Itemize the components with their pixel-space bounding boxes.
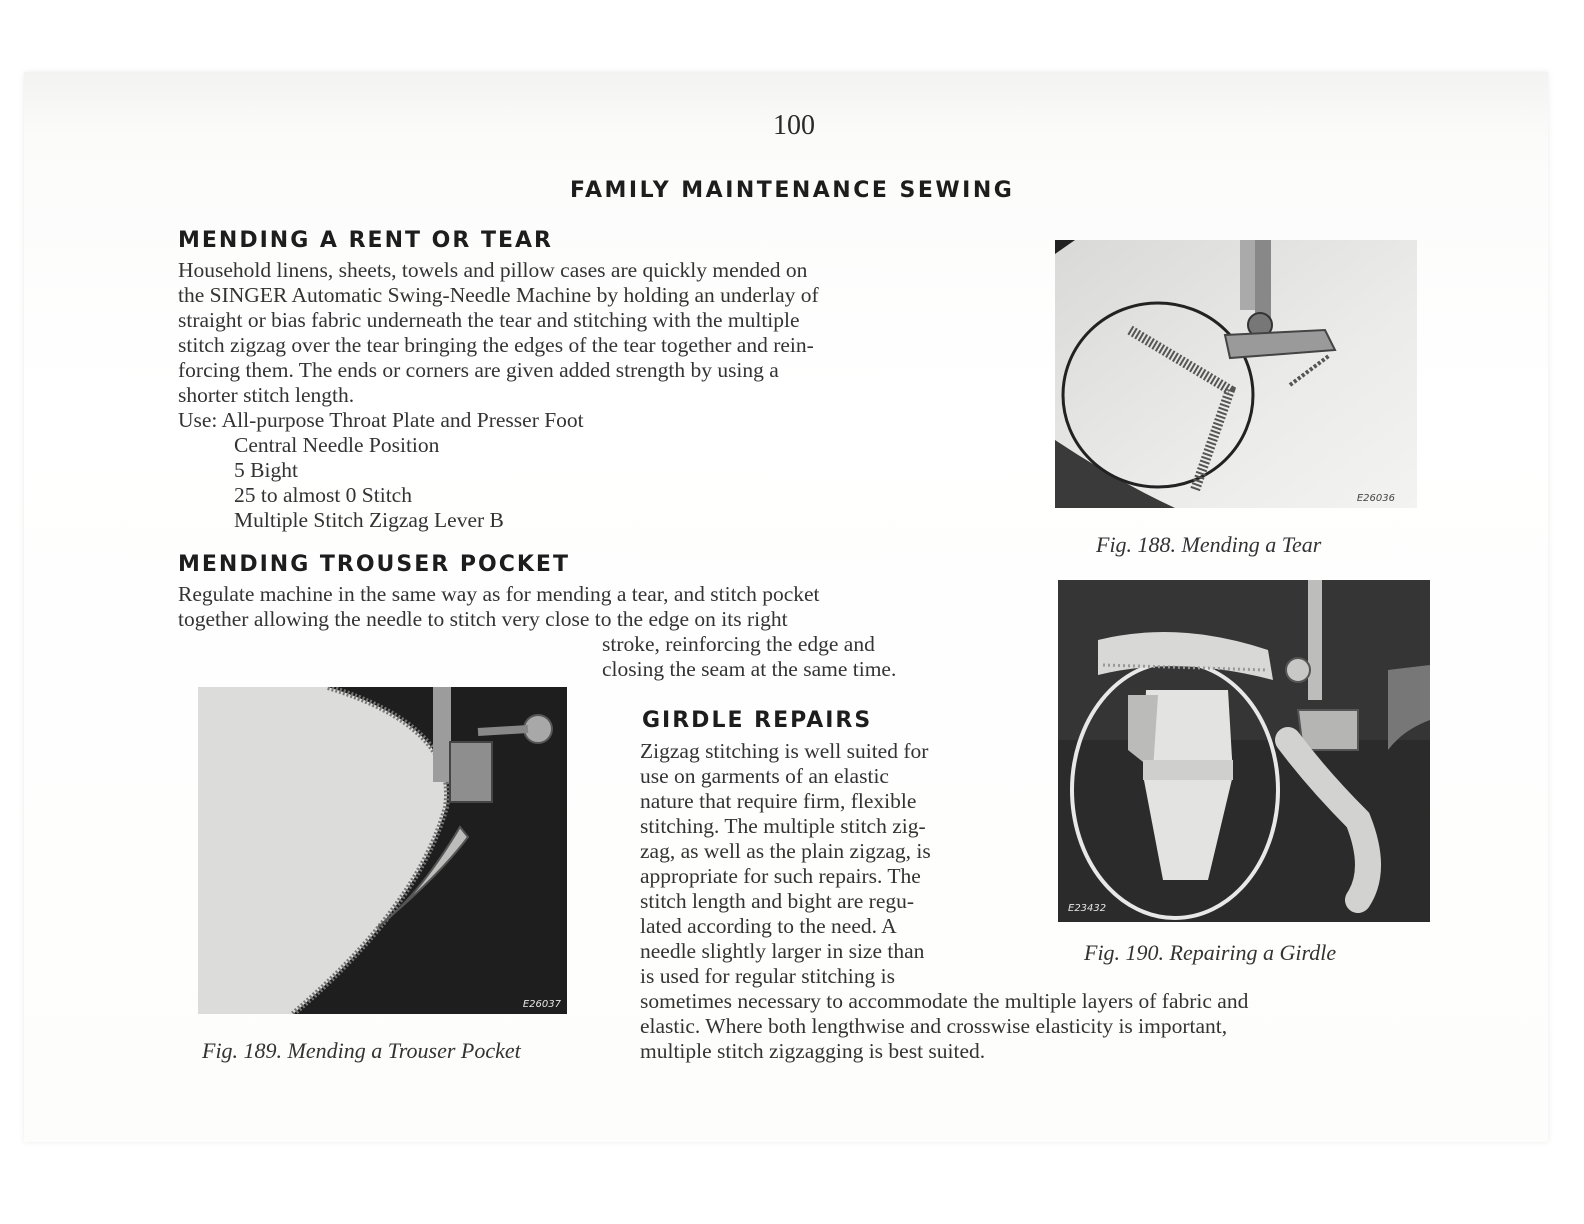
pocket-line: stroke, reinforcing the edge and <box>602 632 875 656</box>
pocket-heading: MENDING TROUSER POCKET <box>178 552 570 577</box>
use-item: Use: All-purpose Throat Plate and Presser Foot <box>178 408 584 432</box>
pocket-line: Regulate machine in the same way as for mending a tear, and stitch pocket <box>178 582 820 606</box>
figure-188-caption: Fig. 188. Mending a Tear <box>1096 532 1322 557</box>
use-settings-list <box>178 408 584 533</box>
girdle-line: lated according to the need. A <box>640 914 897 938</box>
girdle-heading: GIRDLE REPAIRS <box>642 708 873 733</box>
rent-line: shorter stitch length. <box>178 383 355 407</box>
rent-paragraph <box>178 258 990 408</box>
pocket-line: closing the seam at the same time. <box>602 657 897 681</box>
figure-189-photo <box>198 687 567 1014</box>
pocket-line: together allowing the needle to stitch very close to the edge on its right <box>178 607 788 631</box>
girdle-line: stitch length and bight are regu- <box>640 889 915 913</box>
girdle-line: sometimes necessary to accommodate the multiple layers of fabric and <box>640 989 1249 1013</box>
figure-189-caption: Fig. 189. Mending a Trouser Pocket <box>202 1038 521 1063</box>
figure-189-code: E26037 <box>522 999 561 1010</box>
figure-190-code: E23432 <box>1068 903 1107 914</box>
pocket-paragraph-continued <box>602 632 972 682</box>
figure-188-photo <box>1055 240 1417 508</box>
girdle-line: Zigzag stitching is well suited for <box>640 739 929 763</box>
chapter-heading: FAMILY MAINTENANCE SEWING <box>570 178 1015 203</box>
use-item: 25 to almost 0 Stitch <box>234 483 412 507</box>
girdle-line: multiple stitch zigzagging is best suited. <box>640 1039 986 1063</box>
figure-188-code: E26036 <box>1356 493 1395 504</box>
use-item: 5 Bight <box>234 458 298 482</box>
rent-line: stitch zigzag over the tear bringing the edges of the tear together and rein- <box>178 333 814 357</box>
girdle-line: zag, as well as the plain zigzag, is <box>640 839 931 863</box>
page-number: 100 <box>773 110 815 141</box>
girdle-line: stitching. The multiple stitch zig- <box>640 814 926 838</box>
pocket-paragraph <box>178 582 972 632</box>
figure-190-caption: Fig. 190. Repairing a Girdle <box>1084 940 1337 965</box>
girdle-line: is used for regular stitching is <box>640 964 895 988</box>
rent-line: forcing them. The ends or corners are given added strength by using a <box>178 358 779 382</box>
girdle-line: use on garments of an elastic <box>640 764 889 788</box>
rent-heading: MENDING A RENT OR TEAR <box>178 228 553 253</box>
girdle-line: needle slightly larger in size than <box>640 939 925 963</box>
use-item: Multiple Stitch Zigzag Lever B <box>234 508 504 532</box>
girdle-line: nature that require firm, flexible <box>640 789 917 813</box>
rent-line: straight or bias fabric underneath the tear and stitching with the multiple <box>178 308 800 332</box>
girdle-paragraph-continued <box>640 989 1436 1064</box>
rent-line: the SINGER Automatic Swing-Needle Machine by holding an underlay of <box>178 283 819 307</box>
figure-190-photo <box>1058 580 1430 922</box>
use-item: Central Needle Position <box>234 433 440 457</box>
rent-line: Household linens, sheets, towels and pillow cases are quickly mended on <box>178 258 808 282</box>
girdle-line: appropriate for such repairs. The <box>640 864 921 888</box>
girdle-paragraph <box>640 739 1010 989</box>
girdle-line: elastic. Where both lengthwise and crosswise elasticity is important, <box>640 1014 1228 1038</box>
